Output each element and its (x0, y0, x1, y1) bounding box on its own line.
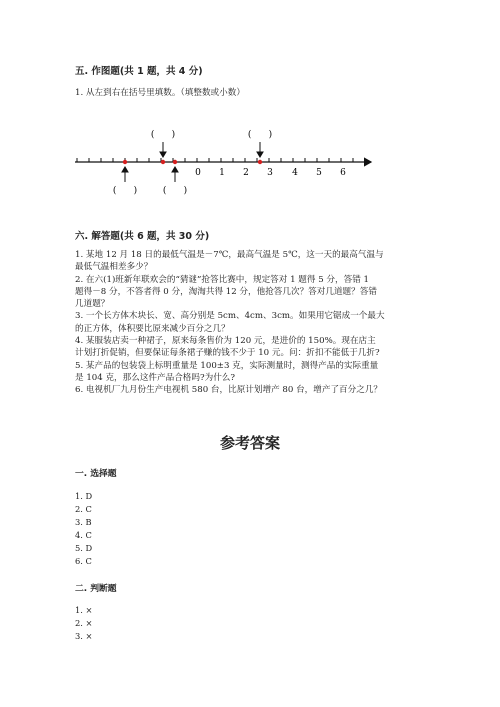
answers-title: 参考答案 (220, 434, 281, 452)
tick-label-0: 0 (195, 168, 201, 178)
point-marker-1 (123, 160, 127, 164)
section5-title: 五. 作图题(共 1 题，共 4 分) (75, 66, 203, 77)
answer-item: 2. C (75, 504, 92, 514)
answers-part2-list (75, 604, 93, 643)
arrow-down-2 (257, 142, 263, 157)
tick-label-2: 2 (243, 168, 249, 178)
tick-label-6: 6 (340, 168, 346, 178)
answer-item: 1. D (75, 491, 93, 501)
bottom-bracket-2: ( ) (162, 186, 188, 196)
point-marker-3 (173, 160, 177, 164)
answers-part1-title: 一. 选择题 (75, 469, 117, 479)
problem-line: 2. 在六(1)班新年联欢会的“猜谜”抢答比赛中，规定答对 1 题得 5 分，答错 1 (75, 274, 369, 285)
answer-item: 3. B (75, 517, 92, 527)
arrow-up-2 (172, 167, 178, 182)
problem-line: 3. 一个长方体木块长、宽、高分别是 5cm、4cm、3cm。如果用它锯成一个最大 (75, 311, 385, 322)
problem-line: 题得－8 分，不答者得 0 分，淘淘共得 12 分，他抢答几次？答对几道题？答错 (75, 286, 377, 297)
problem-line: 计划打折促销，但要保证每条裙子赚的钱不少于 10 元。问：折扣不能低于几折? (75, 348, 380, 359)
number-line-ticks (77, 158, 353, 162)
problem-line: 几道题？ (75, 299, 110, 310)
problem-line: 5. 某产品的包装袋上标明重量是 100±3 克，实际测量时，测得产品的实际重量 (75, 360, 379, 371)
answer-item: 1. × (75, 605, 93, 615)
arrow-up-1 (122, 167, 128, 182)
tick-label-1: 1 (219, 168, 225, 178)
problem-line: 是 104 克，那么这件产品合格吗?为什么? (75, 372, 235, 383)
answers-part2-title: 二. 判断题 (75, 584, 117, 594)
tick-label-4: 4 (292, 168, 298, 178)
problem-line: 1. 某地 12 月 18 日的最低气温是－7℃，最高气温是 5℃，这一天的最高气温与 (75, 250, 384, 260)
answer-item: 5. D (75, 543, 93, 553)
top-bracket-1: ( ) (150, 130, 176, 140)
section6-problems (75, 249, 435, 397)
tick-label-3: 3 (267, 168, 273, 178)
answer-item: 2. × (75, 618, 93, 628)
number-line-figure (75, 122, 375, 197)
problem-line: 最低气温相差多少？ (75, 262, 153, 273)
bottom-bracket-1: ( ) (112, 186, 138, 196)
tick-label-5: 5 (316, 168, 322, 178)
problem-line: 的正方体，体积要比原来减少百分之几？ (75, 323, 230, 334)
answer-item: 6. C (75, 556, 92, 566)
problem-line: 4. 某服装店卖一种裙子，原来每条售价为 120 元，是进价的 150%。现在店主 (75, 336, 376, 347)
top-bracket-2: ( ) (247, 130, 273, 140)
point-marker-4 (258, 160, 262, 164)
answer-item: 4. C (75, 530, 92, 540)
point-marker-2 (161, 160, 165, 164)
section6-title: 六. 解答题(共 6 题，共 30 分) (75, 231, 210, 242)
section5-question-1: 1. 从左到右在括号里填数。（填整数或小数） (75, 88, 245, 98)
problem-line: 6. 电视机厂九月份生产电视机 580 台，比原计划增产 80 台，增产了百分之几？ (75, 385, 383, 396)
answers-part1-list (75, 490, 92, 568)
arrow-down-1 (160, 142, 166, 157)
answer-item: 3. × (75, 631, 93, 641)
